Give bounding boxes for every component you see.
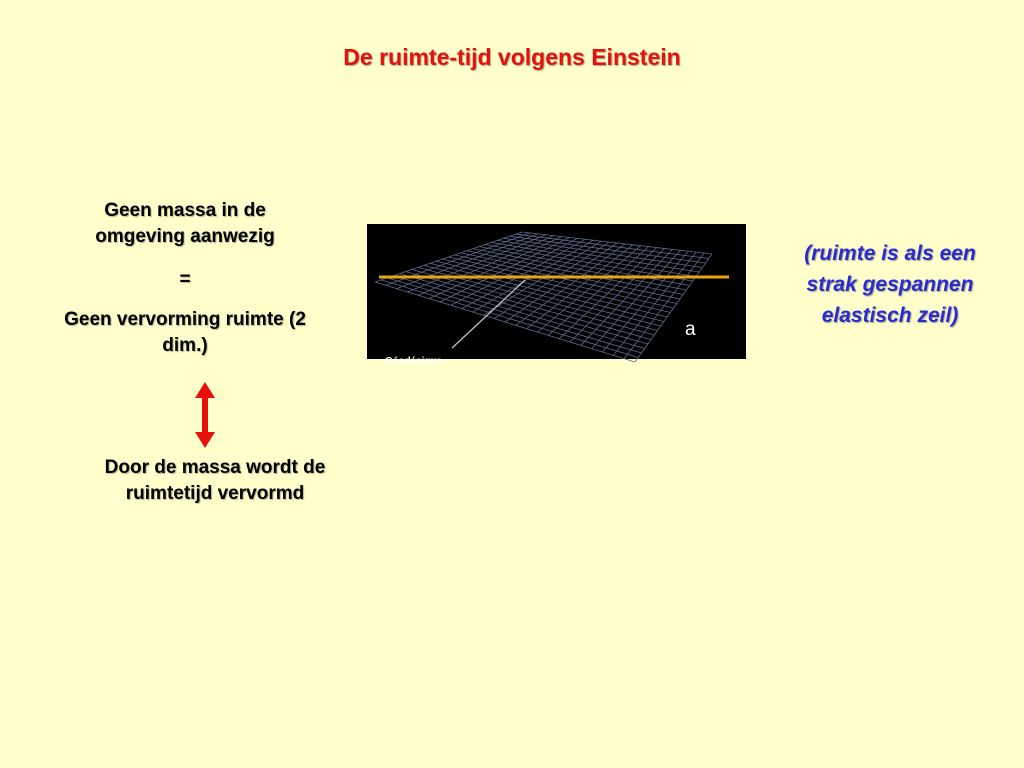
elastic-sheet-note: (ruimte is als een strak gespannen elastisch zeil)	[804, 242, 976, 327]
equals-sign: =	[179, 269, 191, 290]
geodesic-caption: Géodésique	[385, 356, 443, 367]
flat-spacetime-grid-image	[367, 224, 746, 367]
slide-title: De ruimte-tijd volgens Einstein	[343, 44, 681, 70]
panel-label: a	[685, 319, 696, 340]
grid-mesh	[375, 232, 712, 362]
mass-deforms-text: Door de massa wordt de ruimtetijd vervormd	[104, 457, 326, 504]
no-deformation-text: Geen vervorming ruimte (2 dim.)	[64, 309, 306, 356]
double-arrow-icon	[193, 382, 217, 448]
no-mass-text: Geen massa in de omgeving aanwezig	[95, 200, 275, 247]
